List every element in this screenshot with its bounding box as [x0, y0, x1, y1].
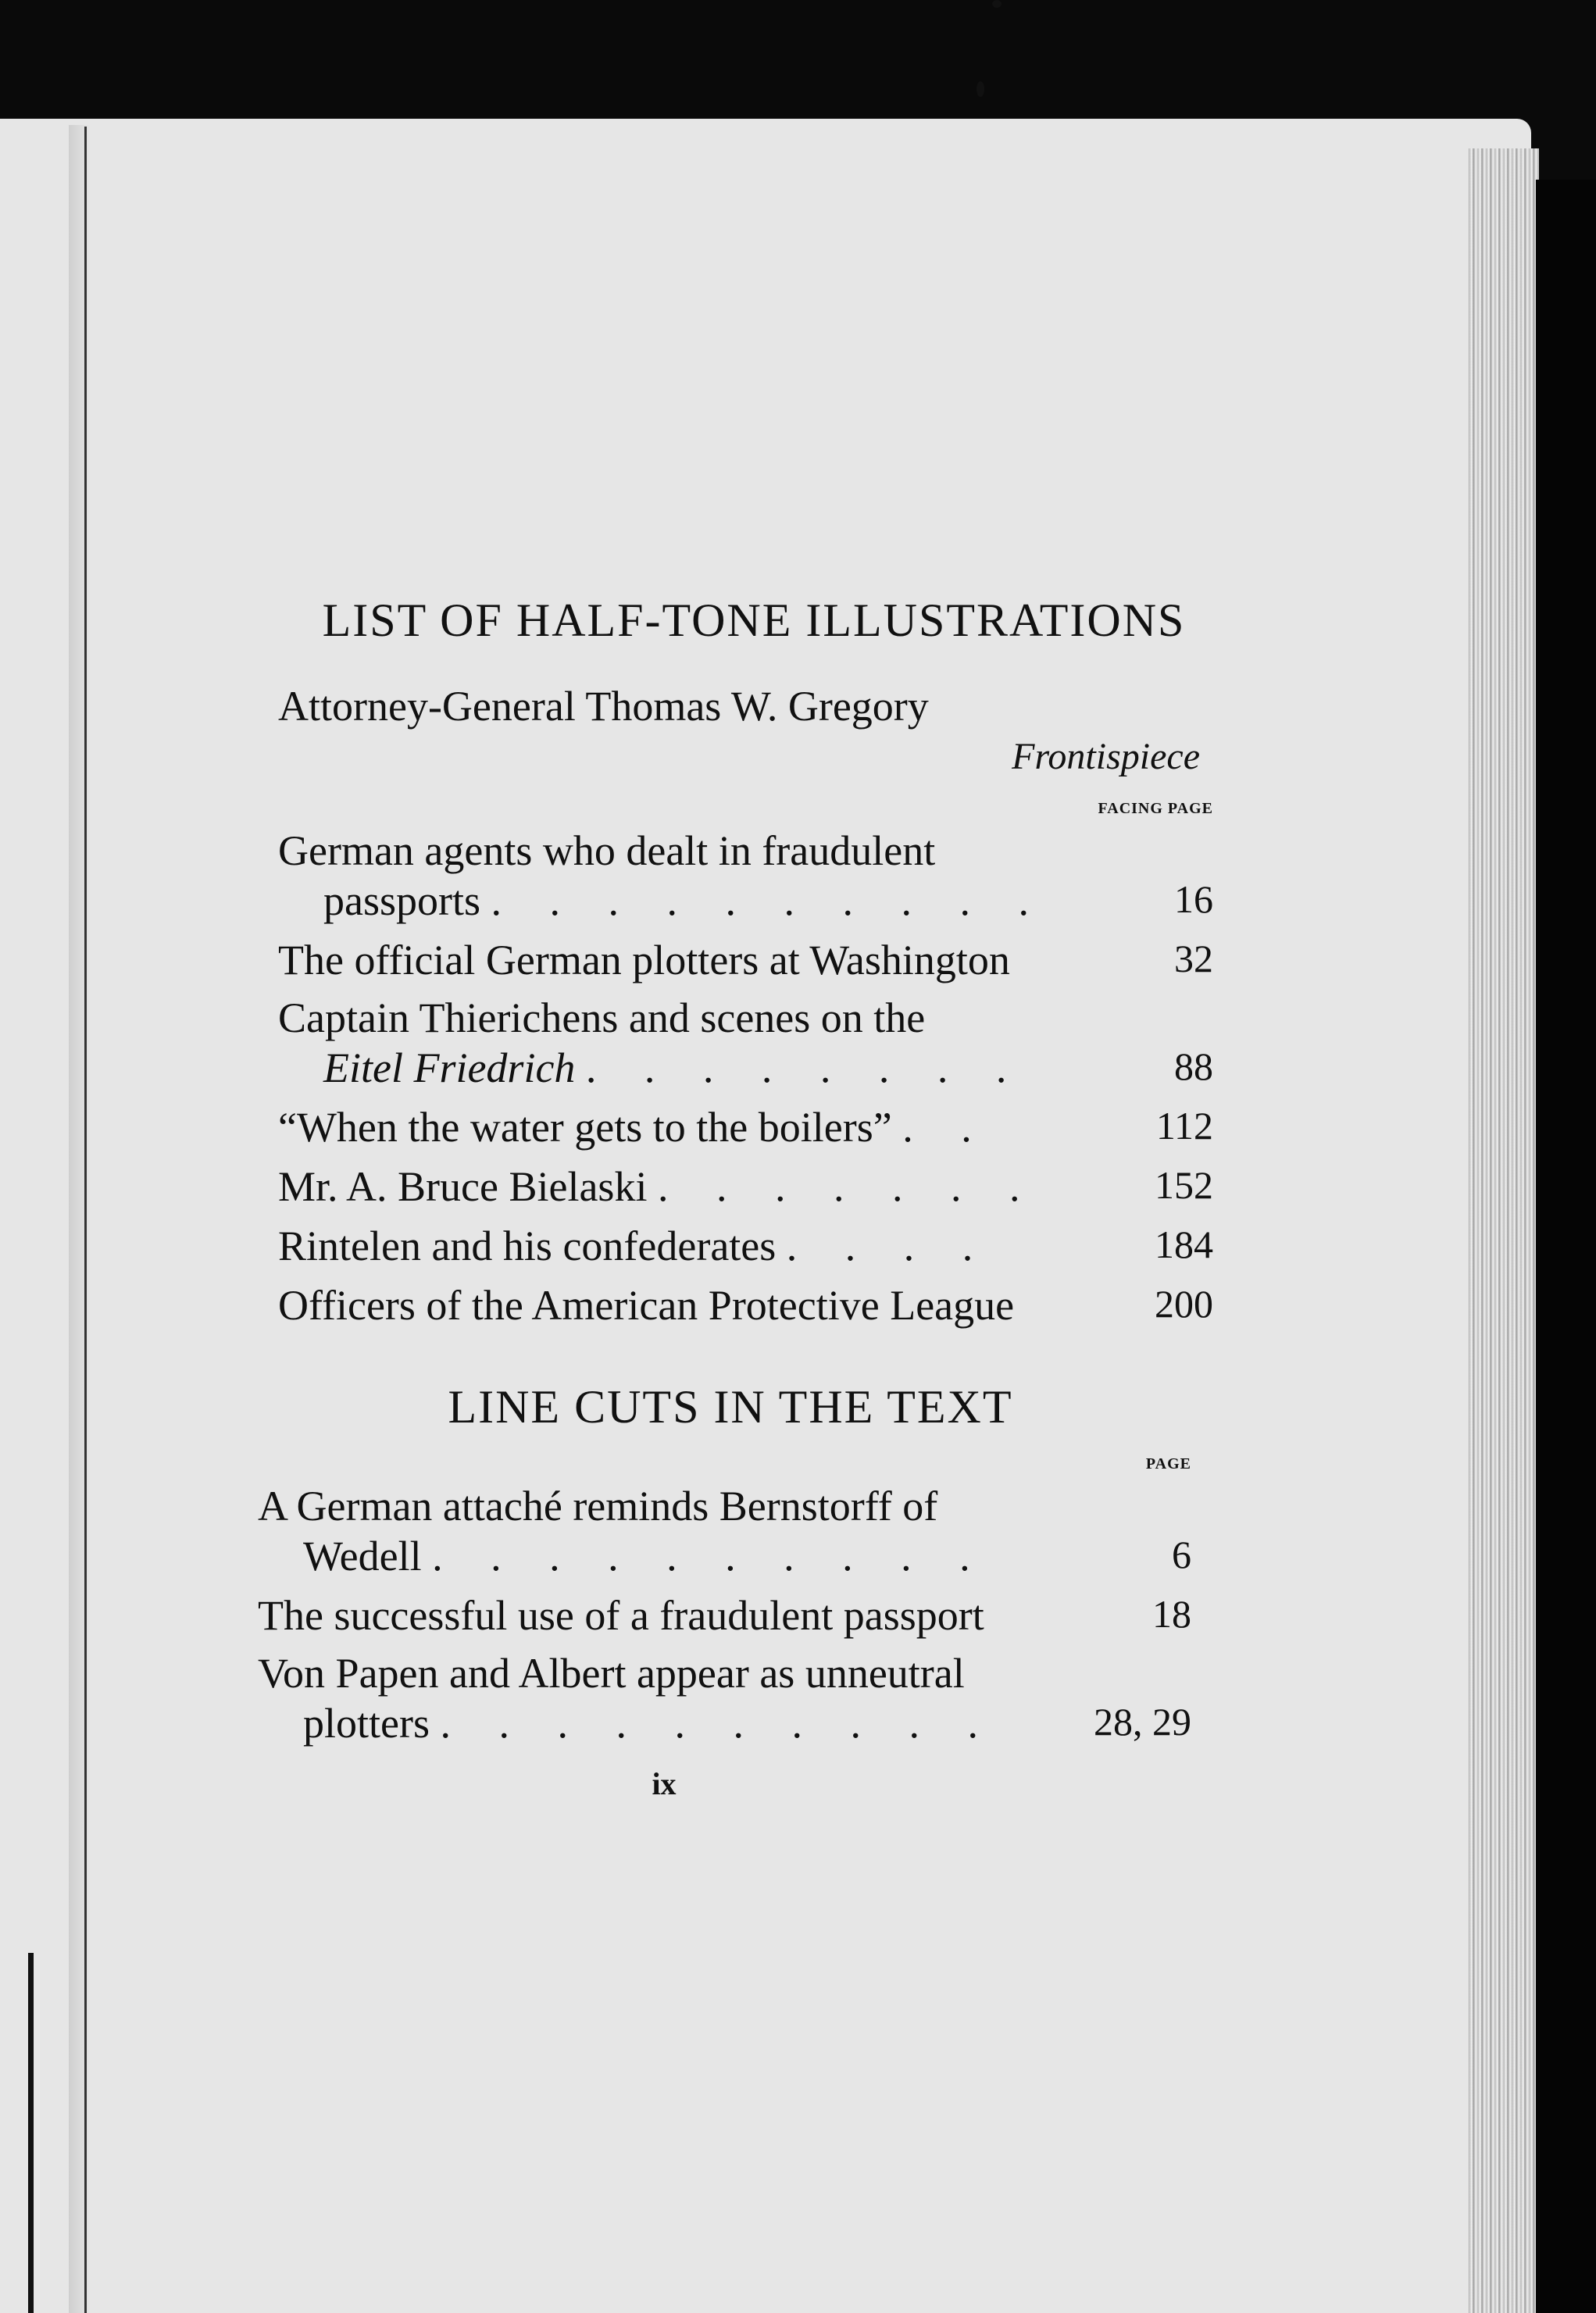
entry-title: German agents who dealt in fraudulent: [278, 827, 936, 874]
dot-leader: . . . . . . . . . .: [432, 1533, 989, 1579]
entry-page: 18: [1152, 1592, 1191, 1636]
list-item: [278, 933, 1213, 985]
entry-page: 32: [1174, 937, 1213, 980]
frontispiece-label: Frontispiece: [1012, 736, 1200, 777]
dot-leader: . . . .: [786, 1223, 992, 1269]
entry-page: 112: [1155, 1104, 1213, 1148]
list-item: [278, 1101, 1213, 1152]
entry-page: 152: [1155, 1163, 1213, 1207]
entry-title-cont: Eitel Friedrich: [323, 1044, 576, 1091]
entry-title: Officers of the American Protective League: [278, 1282, 1015, 1329]
entry-page: 88: [1174, 1044, 1213, 1088]
list-item: [258, 1648, 1191, 1748]
dot-leader: . . . . . . . . . .: [440, 1700, 997, 1747]
entry-title: The successful use of a fraudulent passport: [258, 1592, 984, 1639]
page-number: ix: [652, 1766, 677, 1801]
list-item: [278, 826, 1213, 926]
entry-title: “When the water gets to the boilers”: [278, 1104, 892, 1151]
entry-page: 200: [1155, 1282, 1213, 1326]
right-shadow: [1536, 180, 1596, 2313]
dot-leader: . . . . . . . . . .: [491, 877, 1048, 924]
linecuts-heading: LINE CUTS IN THE TEXT: [448, 1381, 1013, 1433]
list-item: [278, 1160, 1213, 1212]
entry-page: 184: [1155, 1223, 1213, 1266]
entry-title-cont: Wedell: [303, 1533, 422, 1579]
entry-title: Mr. A. Bruce Bielaski: [278, 1163, 648, 1210]
page-gutter: [69, 125, 91, 2313]
entry-title: Von Papen and Albert appear as unneutral: [258, 1650, 965, 1697]
facing-page-header: FACING PAGE: [1098, 800, 1213, 817]
gutter-line: [84, 127, 87, 2313]
list-item: [258, 1589, 1191, 1640]
entry-title: A German attaché reminds Bernstorff of: [258, 1483, 938, 1530]
entry-title-cont: passports: [323, 877, 480, 924]
list-item: [278, 1219, 1213, 1271]
page-fore-edge: [1467, 148, 1539, 2313]
halftone-heading: LIST OF HALF-TONE ILLUSTRATIONS: [322, 594, 1186, 646]
entry-title-cont: plotters: [303, 1700, 430, 1747]
entry-title: The official German plotters at Washington: [278, 937, 1010, 983]
scan-speck: [977, 81, 984, 97]
entry-title: Captain Thierichens and scenes on the: [278, 994, 926, 1041]
dot-leader: . . . . . . .: [657, 1163, 1039, 1210]
dot-leader: . .: [902, 1104, 991, 1151]
halftone-list: [258, 826, 1226, 1330]
entry-page: 16: [1174, 877, 1213, 921]
entry-page: 6: [1172, 1533, 1191, 1576]
page-column-header: PAGE: [1145, 1455, 1191, 1472]
frontispiece-title: Attorney-General Thomas W. Gregory: [278, 683, 929, 730]
page-content: [258, 594, 1226, 1802]
dot-leader: . . . . . . . .: [585, 1044, 1026, 1091]
spine-edge: [28, 1953, 34, 2313]
list-item: [278, 1279, 1213, 1330]
entry-title: Rintelen and his confederates: [278, 1223, 777, 1269]
frontispiece-entry: [258, 680, 1226, 782]
list-item: [258, 1481, 1191, 1581]
scan-speck: [992, 0, 1002, 8]
list-item: [278, 993, 1213, 1093]
entry-page: 28, 29: [1094, 1700, 1191, 1744]
linecuts-list: [258, 1481, 1226, 1748]
